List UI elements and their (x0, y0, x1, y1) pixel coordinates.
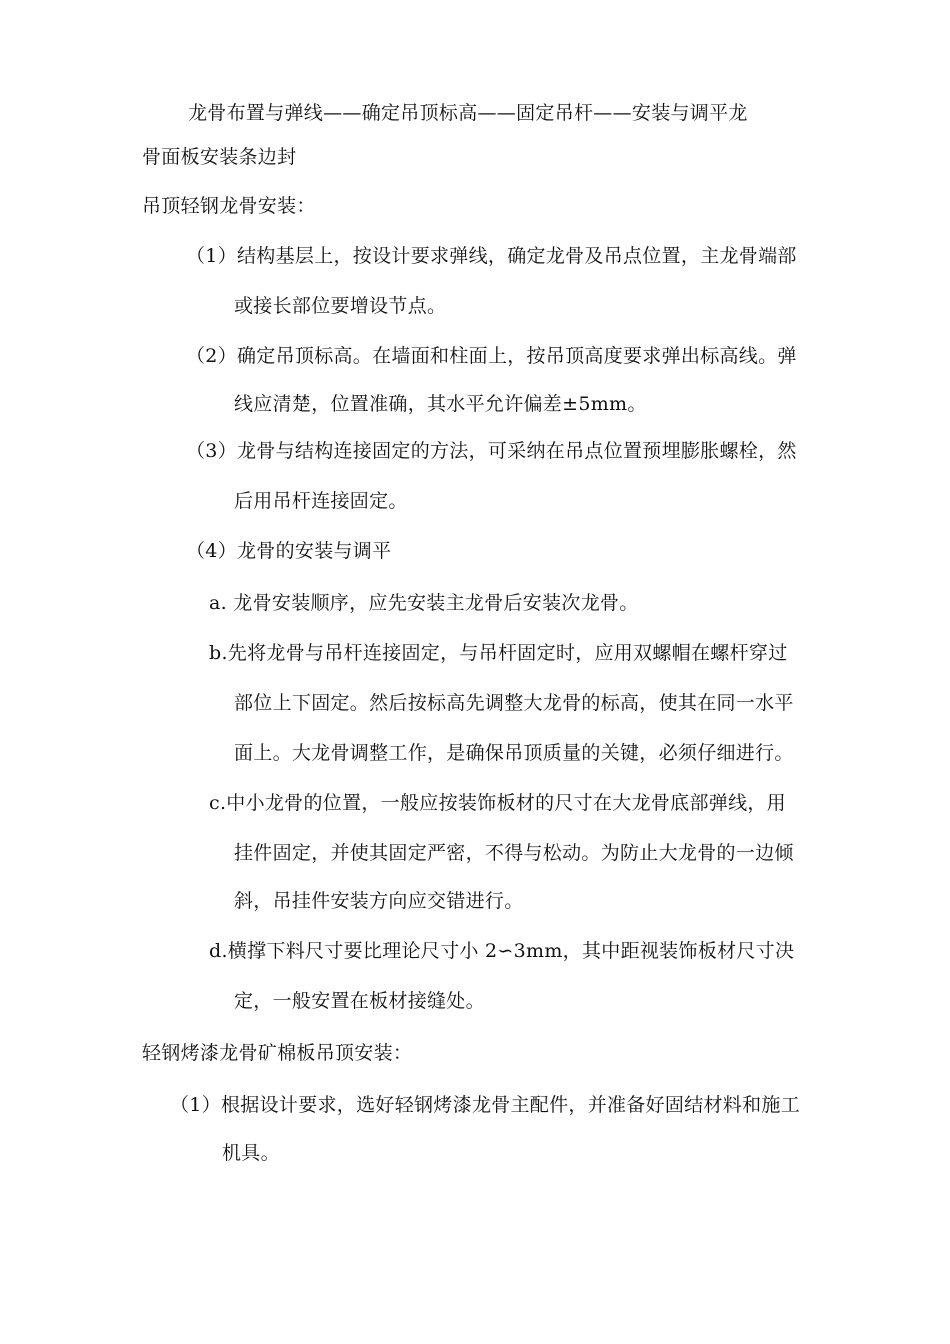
sub-item-c-line-2: 挂件固定，并使其固定严密，不得与松动。为防止大龙骨的一边倾 (234, 842, 794, 864)
list-item-2-line-2: 线应清楚，位置准确，其水平允许偏差±5mm。 (234, 393, 647, 415)
list-item-s2-1-line-1: （1）根据设计要求，选好轻钢烤漆龙骨主配件，并准备好固结材料和施工 (170, 1094, 800, 1116)
list-item-1-line-1: （1）结构基层上，按设计要求弹线，确定龙骨及吊点位置，主龙骨端部 (186, 245, 797, 267)
list-item-3-line-2: 后用吊杆连接固定。 (234, 490, 408, 512)
section-title-light-steel-keel: 吊顶轻钢龙骨安装： (142, 195, 316, 217)
sub-item-b-line-2: 部位上下固定。然后按标高先调整大龙骨的标高，使其在同一水平 (234, 692, 794, 714)
flow-line-1: 龙骨布置与弹线——确定吊顶标高——固定吊杆——安装与调平龙 (188, 102, 748, 124)
list-item-3-line-1: （3）龙骨与结构连接固定的方法，可采纳在吊点位置预埋膨胀螺栓，然 (186, 440, 797, 462)
list-item-s2-1-line-2: 机具。 (222, 1142, 280, 1164)
list-item-4-line-1: （4）龙骨的安装与调平 (186, 540, 392, 562)
section-title-painted-keel-mineral-board: 轻钢烤漆龙骨矿棉板吊顶安装： (142, 1042, 413, 1064)
sub-item-d-line-1: d.横撑下料尺寸要比理论尺寸小 2∽3mm，其中距视装饰板材尺寸决 (209, 940, 795, 962)
sub-item-a-line-1: a. 龙骨安装顺序，应先安装主龙骨后安装次龙骨。 (209, 592, 639, 614)
sub-item-d-line-2: 定，一般安置在板材接缝处。 (234, 990, 485, 1012)
sub-item-c-line-1: c.中小龙骨的位置，一般应按装饰板材的尺寸在大龙骨底部弹线，用 (209, 792, 786, 814)
sub-item-b-line-1: b.先将龙骨与吊杆连接固定，与吊杆固定时，应用双螺帽在螺杆穿过 (209, 642, 788, 664)
list-item-2-line-1: （2）确定吊顶标高。在墙面和柱面上，按吊顶高度要求弹出标高线。弹 (186, 345, 797, 367)
sub-item-b-line-3: 面上。大龙骨调整工作，是确保吊顶质量的关键，必须仔细进行。 (234, 742, 794, 764)
list-item-1-line-2: 或接长部位要增设节点。 (234, 295, 447, 317)
flow-line-2: 骨面板安装条边封 (142, 146, 297, 168)
sub-item-c-line-3: 斜，吊挂件安装方向应交错进行。 (234, 890, 524, 912)
